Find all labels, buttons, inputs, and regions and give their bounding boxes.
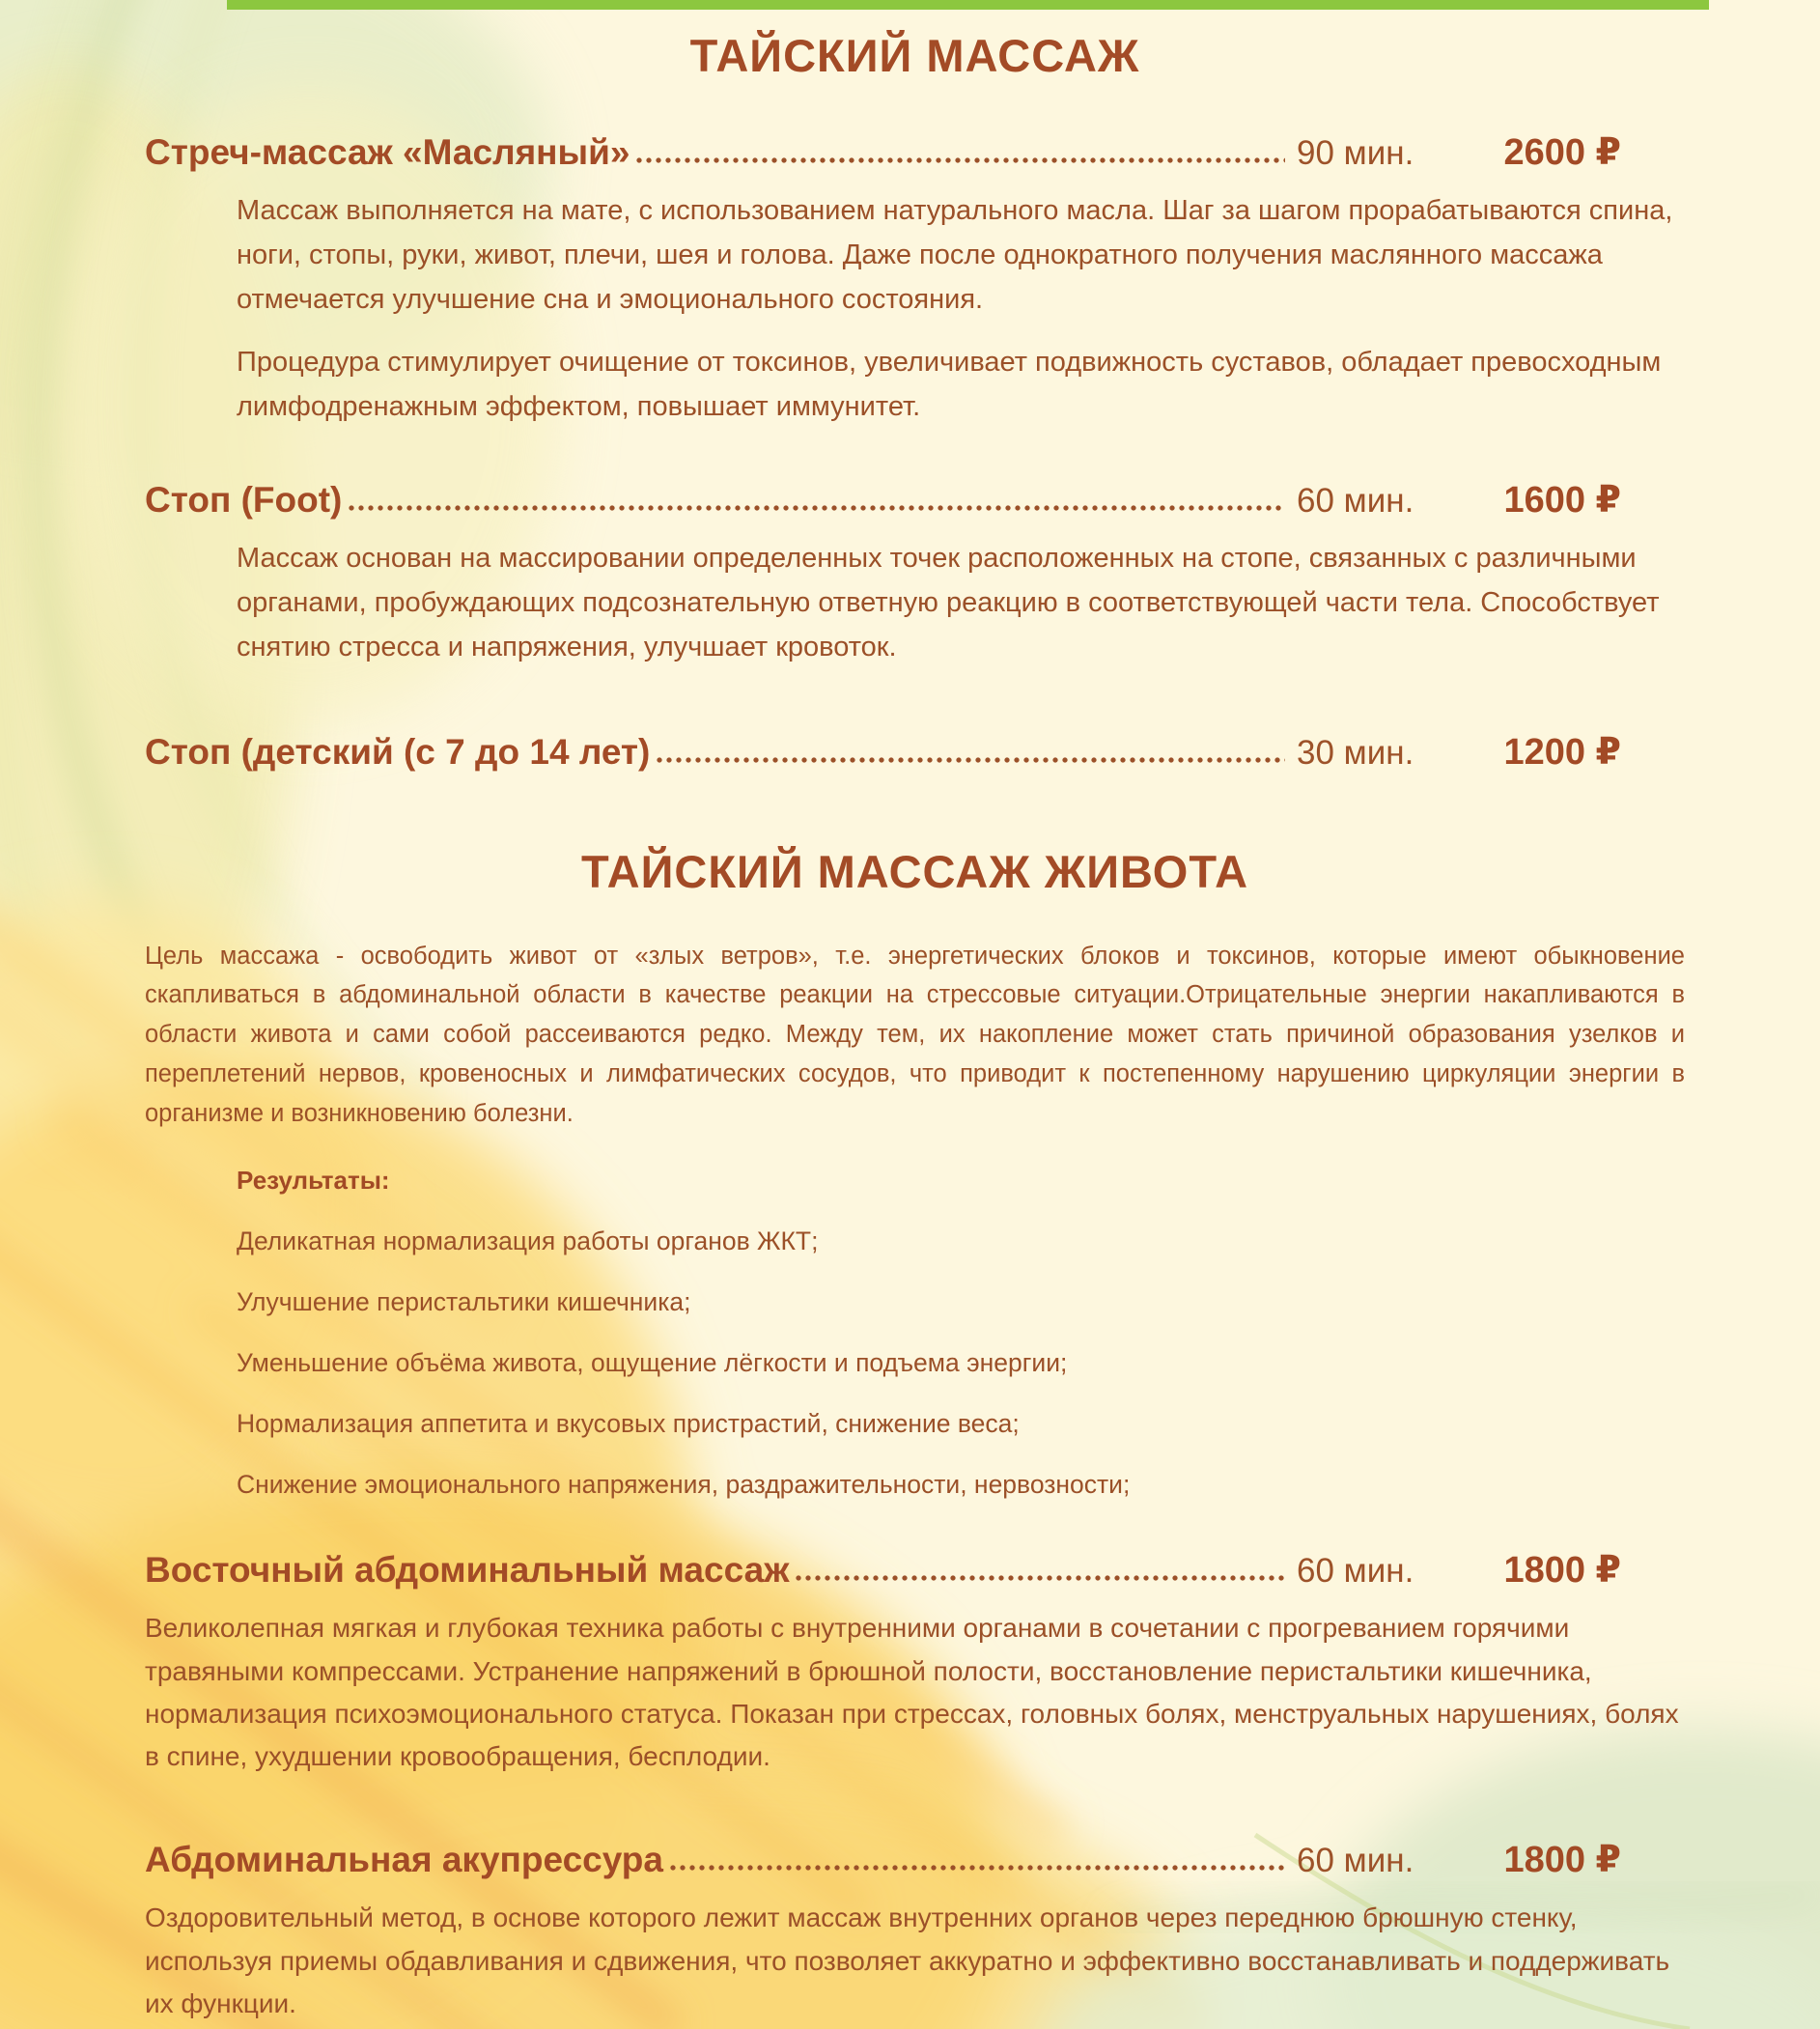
result-item: Уменьшение объёма живота, ощущение лёгкости и подъема энергии; xyxy=(237,1348,1068,1378)
section-title-thai-massage: ТАЙСКИЙ МАССАЖ xyxy=(689,30,1140,81)
menu-item-name: Абдоминальная акупрессура xyxy=(145,1840,663,1880)
menu-item-price: 1600 ₽ xyxy=(1503,480,1621,521)
description-paragraph: Массаж основан на массировании определенных точек расположенных на стопе, связанных с различными органами, пробуждающих подсознательную ответную реакцию в соответствующей части тела. Способствует снятию стресса и напряжения, улучшает кровоток. xyxy=(237,543,1660,662)
dotted-leader xyxy=(656,756,1285,764)
description-paragraph: Оздоровительный метод, в основе которого лежит массаж внутренних органов через переднюю брюшную стенку, используя приемы обдавливания и сдвижения, что позволяет аккуратно и эффективно восстанавливать и поддерживать их функции. xyxy=(145,1902,1670,2018)
menu-item-duration: 90 мин. xyxy=(1297,134,1414,172)
menu-item-name: Стоп (детский (с 7 до 14 лет) xyxy=(145,731,651,772)
result-item: Снижение эмоционального напряжения, раздражительности, нервозности; xyxy=(237,1470,1131,1500)
dotted-leader xyxy=(635,156,1285,164)
menu-item-description xyxy=(145,1897,1685,2025)
menu-item-price: 1200 ₽ xyxy=(1503,731,1621,773)
menu-item-price: 1800 ₽ xyxy=(1503,1840,1621,1881)
section-title-belly-massage: ТАЙСКИЙ МАССАЖ ЖИВОТА xyxy=(580,845,1249,897)
dotted-leader xyxy=(669,1864,1285,1872)
menu-item-description xyxy=(237,189,1685,430)
menu-item-description xyxy=(145,1607,1685,1778)
menu-item-price: 2600 ₽ xyxy=(1503,132,1621,173)
belly-massage-intro: Цель массажа - освободить живот от «злых ветров», т.е. энергетических блоков и токсинов, которые имеют обыкновение скапливаться в абдоминальной области в качестве реакции на стрессовые ситуации.Отрицательные энергии накапливаются в области живота и сами собой рассеиваются редко. Между тем, их накопление может стать причиной образования узелков и переплетений нервов, кровеносных и лимфатических сосудов, что приводит к постепенному нарушению циркуляции энергии в организме и возникновению болезни. xyxy=(145,942,1685,1127)
result-item: Деликатная нормализация работы органов ЖКТ; xyxy=(237,1226,819,1256)
menu-item-duration: 60 мин. xyxy=(1297,482,1414,521)
description-paragraph: Массаж выполняется на мате, с использованием натурального масла. Шаг за шагом прорабатываются спина, ноги, стопы, руки, живот, плечи, шея и голова. Даже после однократного получения маслянного массажа отмечается улучшение сна и эмоционального состояния. xyxy=(237,195,1673,315)
dotted-leader xyxy=(795,1574,1285,1582)
menu-item-foot-kids xyxy=(145,730,1685,774)
menu-item-price: 1800 ₽ xyxy=(1503,1550,1621,1592)
menu-item-name: Восточный абдоминальный массаж xyxy=(145,1550,790,1591)
results-heading: Результаты: xyxy=(237,1166,390,1196)
menu-item-duration: 30 мин. xyxy=(1297,733,1414,772)
top-accent-bar xyxy=(227,0,1709,10)
result-item: Нормализация аппетита и вкусовых пристрастий, снижение веса; xyxy=(237,1409,1020,1439)
menu-item-oriental-abdominal xyxy=(145,1548,1685,1592)
menu-item-name: Стреч-массаж «Масляный» xyxy=(145,132,630,172)
menu-item-foot xyxy=(145,478,1685,521)
menu-item-abdominal-acupressure xyxy=(145,1838,1685,1881)
menu-item-duration: 60 мин. xyxy=(1297,1842,1414,1880)
menu-item-name: Стоп (Foot) xyxy=(145,480,343,521)
result-item: Улучшение перистальтики кишечника; xyxy=(237,1287,691,1317)
dotted-leader xyxy=(348,504,1285,512)
menu-item-duration: 60 мин. xyxy=(1297,1552,1414,1591)
description-paragraph: Великолепная мягкая и глубокая техника работы с внутренними органами в сочетании с прогреванием горячими травяными компрессами. Устранение напряжений в брюшной полости, восстановление перистальтики кишечника, нормализация психоэмоционального статуса. Показан при стрессах, головных болях, менструальных нарушениях, болях в спине, ухудшении кровообращения, бесплодии. xyxy=(145,1613,1679,1772)
description-paragraph: Процедура стимулирует очищение от токсинов, увеличивает подвижность суставов, обладает превосходным лимфодренажным эффектом, повышает иммунитет. xyxy=(237,347,1662,423)
menu-item-stretch-oil xyxy=(145,130,1685,174)
menu-item-description xyxy=(237,537,1685,669)
